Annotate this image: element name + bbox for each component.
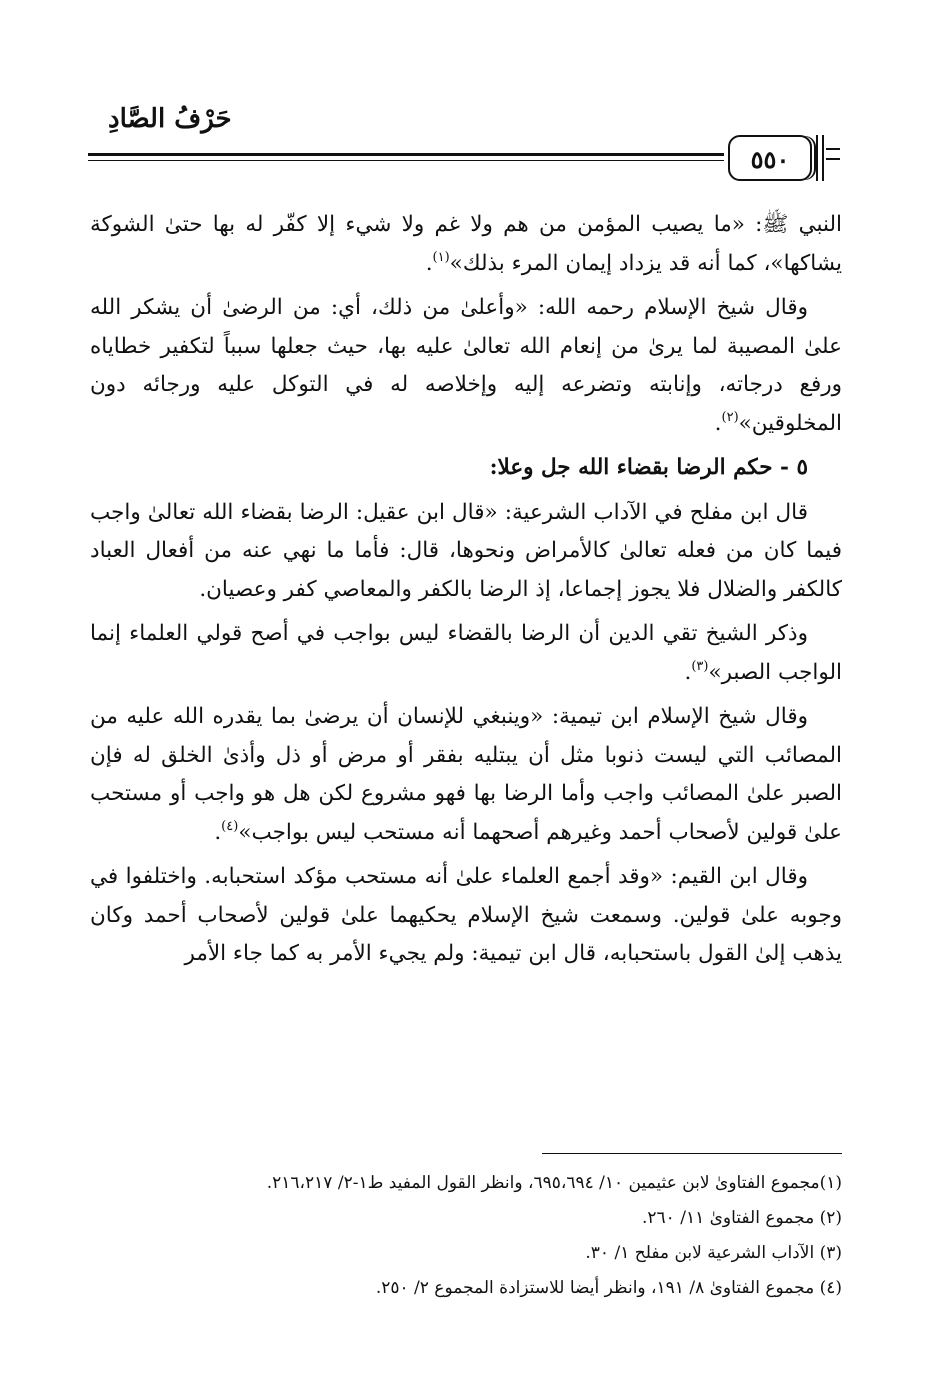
- footnote: (٢) مجموع الفتاوىٰ ١١/ ٢٦٠.: [641, 1208, 842, 1228]
- paragraph-text: النبي ﷺ: «ما يصيب المؤمن من هم ولا غم ولا شيء إلا كفّر له بها حتىٰ الشوكة يشاكها»، كما أنه قد يزداد إيمان المرء بذلك»: [90, 212, 842, 276]
- footnote: (٣) الآداب الشرعية لابن مفلح ١/ ٣٠.: [585, 1243, 842, 1263]
- paragraph-text: وقال شيخ الإسلام رحمه الله: «وأعلىٰ من ذلك، أي: من الرضىٰ أن يشكر الله علىٰ المصيبة لما يرىٰ من إنعام الله تعالىٰ عليه بها، حيث جعلها سبباً لتكفير خطاياه ورفع درجاته، وإنابته وتضرعه إليه وإخلاصه له في التوكل عليه ورجائه دون المخلوقين»: [90, 295, 842, 436]
- paragraph-text: وذكر الشيخ تقي الدين أن الرضا بالقضاء ليس بواجب في أصح قولي العلماء إنما الواجب الصبر»: [90, 621, 842, 685]
- section-heading: ٥ - حكم الرضا بقضاء الله جل وعلا:: [489, 455, 808, 480]
- page-number: ٥٥٠: [728, 135, 812, 181]
- header-rule-thick: [88, 153, 724, 156]
- paragraph: وقال ابن القيم: «وقد أجمع العلماء علىٰ أنه مستحب مؤكد استحبابه. واختلفوا في وجوبه علىٰ قولين. وسمعت شيخ الإسلام يحكيهما علىٰ قولين لأصحاب أحمد وكان يذهب إلىٰ القول باستحبابه، قال ابن تيمية: ولم يجيء الأمر به كما جاء الأمر: [90, 864, 842, 966]
- footnote-ref: (٣): [691, 658, 709, 674]
- footnote-ref: (١): [432, 249, 450, 265]
- header-ornament-dash: [826, 148, 840, 160]
- footnote: (١)مجموع الفتاوىٰ لابن عثيمين ١٠/ ٦٩٥،٦٩٤، وانظر القول المفيد ط١-٢/ ٢١٦،٢١٧.: [266, 1173, 842, 1193]
- footnote-ref: (٢): [721, 409, 739, 425]
- header-rule-thin: [88, 160, 724, 161]
- paragraph: قال ابن مفلح في الآداب الشرعية: «قال ابن عقيل: الرضا بقضاء الله تعالىٰ واجب فيما كان من فعله تعالىٰ كالأمراض ونحوها، قال: فأما ما نهي عنه من أفعال العباد كالكفر والضلال فلا يجوز إجماعا، إذ الرضا بالكفر والمعاصي كفر وعصيان.: [90, 499, 842, 602]
- paragraph: وقال شيخ الإسلام ابن تيمية: «وينبغي للإنسان أن يرضىٰ بما يقدره الله عليه من المصائب التي ليست ذنوبا مثل أن يبتليه بفقر أو مرض أو ذل وأذىٰ الخلق له فإن الصبر علىٰ المصائب واجب وأما الرضا بها فهو مشروع لكن هل هو واجب أو مستحب علىٰ قولين لأصحاب أحمد وغيرهم أصحهما أنه مستحب ليس بواجب»$^{(٤)}$.: [90, 704, 842, 845]
- paragraph: وقال شيخ الإسلام رحمه الله: «وأعلىٰ من ذلك، أي: من الرضىٰ أن يشكر الله علىٰ المصيبة لما يرىٰ من إنعام الله تعالىٰ عليه بها، حيث جعلها سبباً لتكفير خطاياه ورفع درجاته، وإنابته وتضرعه إليه وإخلاصه له في التوكل عليه ورجائه دون المخلوقين»$^{(٢)}$.: [90, 295, 842, 436]
- chapter-title: حَرْفُ الصَّادِ: [108, 104, 232, 134]
- header-ornament: [816, 135, 824, 181]
- footnote: (٤) مجموع الفتاوىٰ ٨/ ١٩١، وانظر أيضا للاستزادة المجموع ٢/ ٢٥٠.: [375, 1278, 842, 1298]
- footnote-separator: [542, 1153, 842, 1154]
- footnote-ref: (٤): [221, 818, 239, 834]
- body-text: [90, 206, 842, 980]
- footnotes: [140, 1166, 842, 1306]
- paragraph-text: وقال شيخ الإسلام ابن تيمية: «وينبغي للإنسان أن يرضىٰ بما يقدره الله عليه من المصائب التي ليست ذنوبا مثل أن يبتليه بفقر أو مرض أو ذل وأذىٰ الخلق له فإن الصبر علىٰ المصائب واجب وأما الرضا بها فهو مشروع لكن هل هو واجب أو مستحب علىٰ قولين لأصحاب أحمد وغيرهم أصحهما أنه مستحب ليس بواجب»: [90, 704, 842, 845]
- paragraph: النبي ﷺ: «ما يصيب المؤمن من هم ولا غم ولا شيء إلا كفّر له بها حتىٰ الشوكة يشاكها»، كما أنه قد يزداد إيمان المرء بذلك»$^{(١)}$.: [90, 212, 842, 276]
- paragraph: وذكر الشيخ تقي الدين أن الرضا بالقضاء ليس بواجب في أصح قولي العلماء إنما الواجب الصبر»$^{(٣)}$.: [90, 621, 842, 685]
